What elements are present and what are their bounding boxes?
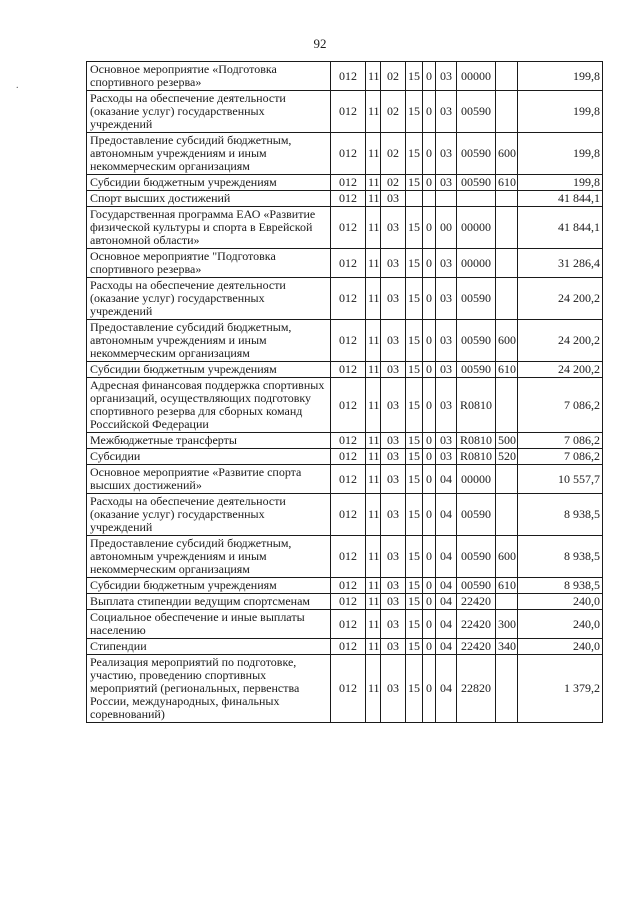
amount-cell: 199,8 [518, 62, 603, 91]
amount-cell: 24 200,2 [518, 362, 603, 378]
event-code-cell: 04 [436, 465, 457, 494]
amount-cell: 240,0 [518, 639, 603, 655]
table-row [87, 175, 603, 191]
section-code-cell: 11 [366, 655, 381, 723]
expense-name-cell: Расходы на обеспечение деятельности (оказание услуг) государственных учреждений [87, 494, 331, 536]
program-code-cell: 15 [406, 449, 423, 465]
event-code-cell: 04 [436, 594, 457, 610]
direction-code-cell: 22420 [457, 594, 496, 610]
expense-name-cell: Предоставление субсидий бюджетным, автономным учреждениям и иным некоммерческим организациям [87, 320, 331, 362]
table-row [87, 191, 603, 207]
subprogram-code-cell: 0 [423, 433, 436, 449]
amount-cell: 24 200,2 [518, 320, 603, 362]
section-code-cell: 11 [366, 639, 381, 655]
direction-code-cell: 22420 [457, 639, 496, 655]
event-code-cell: 03 [436, 249, 457, 278]
expense-type-code-cell: 300 [496, 610, 518, 639]
budget-table [86, 61, 603, 723]
expense-type-code-cell [496, 62, 518, 91]
ministry-code-cell: 012 [331, 191, 366, 207]
ministry-code-cell: 012 [331, 578, 366, 594]
event-code-cell: 04 [436, 610, 457, 639]
subprogram-code-cell: 0 [423, 249, 436, 278]
expense-type-code-cell: 610 [496, 362, 518, 378]
subsection-code-cell: 03 [381, 594, 406, 610]
event-code-cell: 04 [436, 578, 457, 594]
ministry-code-cell: 012 [331, 320, 366, 362]
amount-cell: 7 086,2 [518, 449, 603, 465]
subsection-code-cell: 03 [381, 249, 406, 278]
program-code-cell: 15 [406, 320, 423, 362]
budget-table-body [87, 62, 603, 723]
expense-type-code-cell: 520 [496, 449, 518, 465]
expense-name-cell: Основное мероприятие «Развитие спорта высших достижений» [87, 465, 331, 494]
expense-name-cell: Государственная программа ЕАО «Развитие физической культуры и спорта в Еврейской автономной области» [87, 207, 331, 249]
expense-type-code-cell [496, 207, 518, 249]
subprogram-code-cell: 0 [423, 133, 436, 175]
direction-code-cell: R0810 [457, 378, 496, 433]
expense-type-code-cell: 600 [496, 133, 518, 175]
expense-type-code-cell: 340 [496, 639, 518, 655]
expense-name-cell: Предоставление субсидий бюджетным, автономным учреждениям и иным некоммерческим организациям [87, 536, 331, 578]
ministry-code-cell: 012 [331, 378, 366, 433]
table-row [87, 62, 603, 91]
subsection-code-cell: 03 [381, 655, 406, 723]
subsection-code-cell: 03 [381, 449, 406, 465]
ministry-code-cell: 012 [331, 207, 366, 249]
section-code-cell: 11 [366, 449, 381, 465]
subsection-code-cell: 03 [381, 536, 406, 578]
program-code-cell: 15 [406, 536, 423, 578]
expense-type-code-cell [496, 494, 518, 536]
expense-type-code-cell [496, 655, 518, 723]
subsection-code-cell: 03 [381, 433, 406, 449]
event-code-cell: 03 [436, 449, 457, 465]
amount-cell: 240,0 [518, 610, 603, 639]
event-code-cell: 04 [436, 639, 457, 655]
ministry-code-cell: 012 [331, 433, 366, 449]
direction-code-cell: 00590 [457, 494, 496, 536]
program-code-cell: 15 [406, 639, 423, 655]
ministry-code-cell: 012 [331, 655, 366, 723]
section-code-cell: 11 [366, 610, 381, 639]
direction-code-cell: 00000 [457, 465, 496, 494]
program-code-cell: 15 [406, 494, 423, 536]
subsection-code-cell: 03 [381, 465, 406, 494]
subsection-code-cell: 02 [381, 91, 406, 133]
ministry-code-cell: 012 [331, 594, 366, 610]
direction-code-cell: 00000 [457, 207, 496, 249]
table-row [87, 494, 603, 536]
expense-name-cell: Выплата стипендии ведущим спортсменам [87, 594, 331, 610]
ministry-code-cell: 012 [331, 278, 366, 320]
subprogram-code-cell: 0 [423, 175, 436, 191]
subprogram-code-cell: 0 [423, 62, 436, 91]
amount-cell: 10 557,7 [518, 465, 603, 494]
direction-code-cell: 00590 [457, 278, 496, 320]
subprogram-code-cell: 0 [423, 465, 436, 494]
subprogram-code-cell: 0 [423, 207, 436, 249]
expense-name-cell: Субсидии [87, 449, 331, 465]
section-code-cell: 11 [366, 207, 381, 249]
expense-type-code-cell [496, 91, 518, 133]
ministry-code-cell: 012 [331, 465, 366, 494]
section-code-cell: 11 [366, 91, 381, 133]
program-code-cell: 15 [406, 91, 423, 133]
expense-type-code-cell [496, 594, 518, 610]
section-code-cell: 11 [366, 433, 381, 449]
section-code-cell: 11 [366, 465, 381, 494]
direction-code-cell: R0810 [457, 433, 496, 449]
section-code-cell: 11 [366, 191, 381, 207]
table-row [87, 378, 603, 433]
expense-name-cell: Субсидии бюджетным учреждениям [87, 578, 331, 594]
program-code-cell: 15 [406, 175, 423, 191]
subprogram-code-cell: 0 [423, 655, 436, 723]
expense-type-code-cell [496, 378, 518, 433]
event-code-cell: 03 [436, 362, 457, 378]
amount-cell: 8 938,5 [518, 536, 603, 578]
subprogram-code-cell: 0 [423, 610, 436, 639]
section-code-cell: 11 [366, 594, 381, 610]
expense-name-cell: Расходы на обеспечение деятельности (оказание услуг) государственных учреждений [87, 91, 331, 133]
program-code-cell: 15 [406, 133, 423, 175]
ministry-code-cell: 012 [331, 62, 366, 91]
program-code-cell: 15 [406, 578, 423, 594]
subprogram-code-cell: 0 [423, 278, 436, 320]
subsection-code-cell: 03 [381, 191, 406, 207]
direction-code-cell: 00000 [457, 62, 496, 91]
amount-cell: 199,8 [518, 175, 603, 191]
subprogram-code-cell: 0 [423, 536, 436, 578]
direction-code-cell [457, 191, 496, 207]
expense-type-code-cell: 610 [496, 175, 518, 191]
table-row [87, 433, 603, 449]
expense-name-cell: Субсидии бюджетным учреждениям [87, 175, 331, 191]
table-row [87, 249, 603, 278]
subsection-code-cell: 02 [381, 175, 406, 191]
table-row [87, 536, 603, 578]
subsection-code-cell: 02 [381, 62, 406, 91]
direction-code-cell: 22820 [457, 655, 496, 723]
program-code-cell: 15 [406, 62, 423, 91]
ministry-code-cell: 012 [331, 536, 366, 578]
section-code-cell: 11 [366, 378, 381, 433]
ministry-code-cell: 012 [331, 610, 366, 639]
program-code-cell: 15 [406, 465, 423, 494]
amount-cell: 240,0 [518, 594, 603, 610]
subprogram-code-cell: 0 [423, 639, 436, 655]
table-row [87, 278, 603, 320]
amount-cell: 7 086,2 [518, 433, 603, 449]
table-row [87, 320, 603, 362]
program-code-cell: 15 [406, 655, 423, 723]
event-code-cell: 04 [436, 655, 457, 723]
subsection-code-cell: 03 [381, 578, 406, 594]
direction-code-cell: 00590 [457, 578, 496, 594]
amount-cell: 199,8 [518, 91, 603, 133]
direction-code-cell: 22420 [457, 610, 496, 639]
subprogram-code-cell: 0 [423, 594, 436, 610]
ministry-code-cell: 012 [331, 175, 366, 191]
section-code-cell: 11 [366, 494, 381, 536]
direction-code-cell: 00590 [457, 362, 496, 378]
program-code-cell [406, 191, 423, 207]
ministry-code-cell: 012 [331, 362, 366, 378]
ministry-code-cell: 012 [331, 133, 366, 175]
ministry-code-cell: 012 [331, 91, 366, 133]
expense-name-cell: Адресная финансовая поддержка спортивных организаций, осуществляющих подготовку спортивного резерва для сборных команд Российской Федерации [87, 378, 331, 433]
program-code-cell: 15 [406, 610, 423, 639]
subprogram-code-cell: 0 [423, 378, 436, 433]
event-code-cell: 03 [436, 320, 457, 362]
section-code-cell: 11 [366, 62, 381, 91]
section-code-cell: 11 [366, 320, 381, 362]
direction-code-cell: R0810 [457, 449, 496, 465]
direction-code-cell: 00000 [457, 249, 496, 278]
direction-code-cell: 00590 [457, 536, 496, 578]
expense-type-code-cell: 600 [496, 536, 518, 578]
expense-name-cell: Реализация мероприятий по подготовке, участию, проведению спортивных мероприятий (региональных, первенства России, международных, финальных соревнований) [87, 655, 331, 723]
event-code-cell [436, 191, 457, 207]
direction-code-cell: 00590 [457, 175, 496, 191]
event-code-cell: 03 [436, 91, 457, 133]
expense-name-cell: Социальное обеспечение и иные выплаты населению [87, 610, 331, 639]
section-code-cell: 11 [366, 362, 381, 378]
expense-type-code-cell [496, 278, 518, 320]
expense-type-code-cell: 610 [496, 578, 518, 594]
table-row [87, 362, 603, 378]
program-code-cell: 15 [406, 378, 423, 433]
table-row [87, 578, 603, 594]
subsection-code-cell: 03 [381, 378, 406, 433]
subsection-code-cell: 03 [381, 494, 406, 536]
subsection-code-cell: 03 [381, 278, 406, 320]
subprogram-code-cell: 0 [423, 494, 436, 536]
subsection-code-cell: 03 [381, 639, 406, 655]
ministry-code-cell: 012 [331, 449, 366, 465]
event-code-cell: 03 [436, 433, 457, 449]
table-row [87, 91, 603, 133]
expense-name-cell: Расходы на обеспечение деятельности (оказание услуг) государственных учреждений [87, 278, 331, 320]
event-code-cell: 04 [436, 536, 457, 578]
ministry-code-cell: 012 [331, 249, 366, 278]
section-code-cell: 11 [366, 278, 381, 320]
table-row [87, 610, 603, 639]
amount-cell: 24 200,2 [518, 278, 603, 320]
expense-name-cell: Межбюджетные трансферты [87, 433, 331, 449]
amount-cell: 8 938,5 [518, 494, 603, 536]
margin-mark: . [16, 80, 19, 91]
direction-code-cell: 00590 [457, 320, 496, 362]
expense-type-code-cell [496, 465, 518, 494]
subsection-code-cell: 03 [381, 362, 406, 378]
section-code-cell: 11 [366, 175, 381, 191]
direction-code-cell: 00590 [457, 91, 496, 133]
subsection-code-cell: 03 [381, 320, 406, 362]
amount-cell: 7 086,2 [518, 378, 603, 433]
expense-name-cell: Основное мероприятие «Подготовка спортивного резерва» [87, 62, 331, 91]
expense-type-code-cell: 600 [496, 320, 518, 362]
table-row [87, 655, 603, 723]
subsection-code-cell: 03 [381, 610, 406, 639]
expense-name-cell: Стипендии [87, 639, 331, 655]
expense-name-cell: Субсидии бюджетным учреждениям [87, 362, 331, 378]
program-code-cell: 15 [406, 594, 423, 610]
event-code-cell: 03 [436, 278, 457, 320]
expense-name-cell: Предоставление субсидий бюджетным, автономным учреждениям и иным некоммерческим организациям [87, 133, 331, 175]
amount-cell: 31 286,4 [518, 249, 603, 278]
section-code-cell: 11 [366, 536, 381, 578]
table-row [87, 207, 603, 249]
direction-code-cell: 00590 [457, 133, 496, 175]
table-row [87, 639, 603, 655]
ministry-code-cell: 012 [331, 494, 366, 536]
event-code-cell: 03 [436, 62, 457, 91]
subprogram-code-cell: 0 [423, 91, 436, 133]
expense-type-code-cell [496, 249, 518, 278]
section-code-cell: 11 [366, 249, 381, 278]
event-code-cell: 00 [436, 207, 457, 249]
program-code-cell: 15 [406, 207, 423, 249]
subsection-code-cell: 02 [381, 133, 406, 175]
program-code-cell: 15 [406, 362, 423, 378]
subprogram-code-cell [423, 191, 436, 207]
subprogram-code-cell: 0 [423, 449, 436, 465]
expense-name-cell: Спорт высших достижений [87, 191, 331, 207]
expense-type-code-cell [496, 191, 518, 207]
subprogram-code-cell: 0 [423, 320, 436, 362]
table-row [87, 594, 603, 610]
subsection-code-cell: 03 [381, 207, 406, 249]
amount-cell: 199,8 [518, 133, 603, 175]
table-row [87, 465, 603, 494]
amount-cell: 41 844,1 [518, 191, 603, 207]
program-code-cell: 15 [406, 433, 423, 449]
table-row [87, 449, 603, 465]
section-code-cell: 11 [366, 578, 381, 594]
event-code-cell: 04 [436, 494, 457, 536]
event-code-cell: 03 [436, 175, 457, 191]
expense-name-cell: Основное мероприятие "Подготовка спортивного резерва» [87, 249, 331, 278]
event-code-cell: 03 [436, 133, 457, 175]
section-code-cell: 11 [366, 133, 381, 175]
subprogram-code-cell: 0 [423, 578, 436, 594]
table-row [87, 133, 603, 175]
amount-cell: 8 938,5 [518, 578, 603, 594]
program-code-cell: 15 [406, 249, 423, 278]
expense-type-code-cell: 500 [496, 433, 518, 449]
page-number: 92 [313, 36, 327, 51]
amount-cell: 1 379,2 [518, 655, 603, 723]
subprogram-code-cell: 0 [423, 362, 436, 378]
event-code-cell: 03 [436, 378, 457, 433]
amount-cell: 41 844,1 [518, 207, 603, 249]
ministry-code-cell: 012 [331, 639, 366, 655]
program-code-cell: 15 [406, 278, 423, 320]
